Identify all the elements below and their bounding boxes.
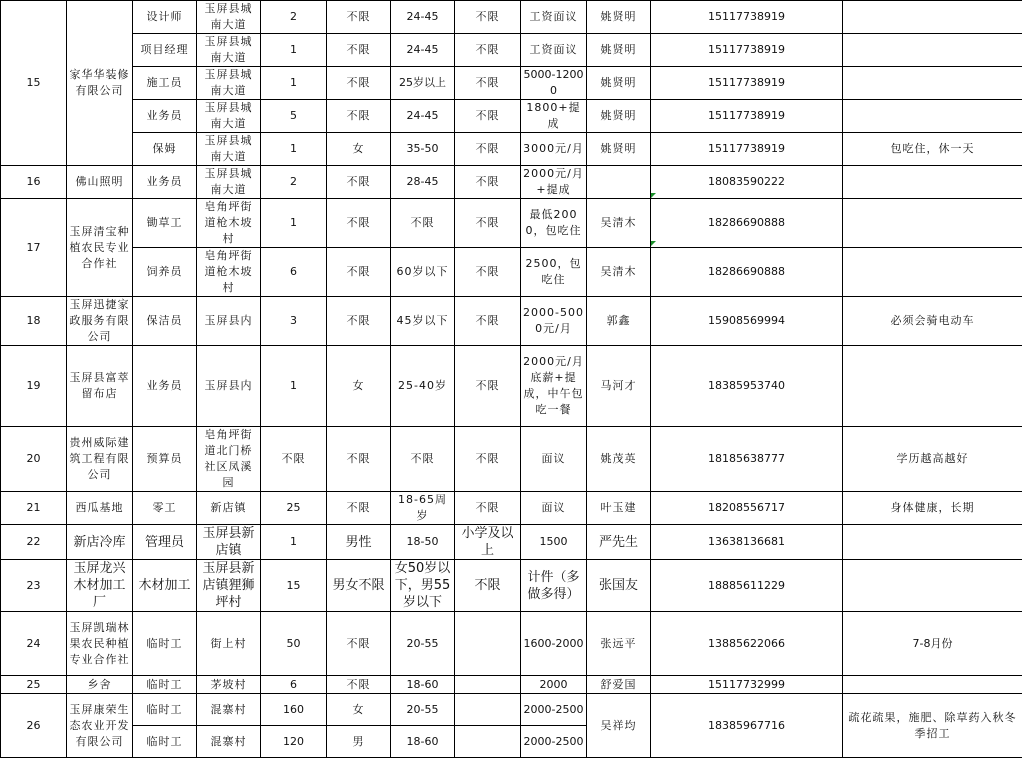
- cell-age: 18-50: [391, 525, 455, 560]
- cell-education: 不限: [455, 34, 521, 67]
- cell-phone: 18385967716: [651, 694, 843, 758]
- cell-remark: 疏花疏果，施肥、除草药入秋冬季招工: [843, 694, 1022, 758]
- cell-salary: 2000-2500: [521, 726, 587, 758]
- cell-education: 不限: [455, 100, 521, 133]
- cell-salary: 计件（多做多得）: [521, 560, 587, 612]
- cell-no: 18: [1, 297, 67, 346]
- table-row: [1, 1, 1022, 34]
- cell-location: 皂角坪街道枪木坡村: [197, 199, 261, 248]
- cell-location: 玉屏县城南大道: [197, 133, 261, 166]
- cell-gender: 男性: [327, 525, 391, 560]
- cell-phone: 15908569994: [651, 297, 843, 346]
- cell-company: 玉屏清宝种植农民专业合作社: [67, 199, 133, 297]
- cell-contact: 姚茂英: [587, 427, 651, 492]
- cell-salary: 2000-2500: [521, 694, 587, 726]
- cell-company: 乡舍: [67, 676, 133, 694]
- cell-company: 玉屏迅捷家政服务有限公司: [67, 297, 133, 346]
- cell-location: 玉屏县内: [197, 346, 261, 427]
- cell-gender: 不限: [327, 100, 391, 133]
- cell-position: 锄草工: [133, 199, 197, 248]
- cell-gender: 不限: [327, 612, 391, 676]
- cell-no: 15: [1, 1, 67, 166]
- cell-count: 1: [261, 525, 327, 560]
- cell-position: 施工员: [133, 67, 197, 100]
- table-row: [1, 525, 1022, 560]
- table-row: [1, 248, 1022, 297]
- cell-count: 15: [261, 560, 327, 612]
- cell-remark: 必须会骑电动车: [843, 297, 1022, 346]
- cell-contact: 吴祥均: [587, 694, 651, 758]
- cell-contact: 张国友: [587, 560, 651, 612]
- cell-education: [455, 694, 521, 726]
- cell-gender: 不限: [327, 248, 391, 297]
- cell-remark: 包吃住，休一天: [843, 133, 1022, 166]
- cell-position: 零工: [133, 492, 197, 525]
- cell-remark: [843, 676, 1022, 694]
- cell-contact: 姚贤明: [587, 1, 651, 34]
- cell-remark: 学历越高越好: [843, 427, 1022, 492]
- cell-position: 保姆: [133, 133, 197, 166]
- cell-age: 女50岁以下，男55岁以下: [391, 560, 455, 612]
- cell-count: 1: [261, 34, 327, 67]
- cell-gender: 女: [327, 694, 391, 726]
- cell-no: 21: [1, 492, 67, 525]
- cell-age: 18-60: [391, 726, 455, 758]
- cell-education: 不限: [455, 67, 521, 100]
- cell-age: 18-60: [391, 676, 455, 694]
- cell-phone: 15117732999: [651, 676, 843, 694]
- cell-phone: 15117738919: [651, 67, 843, 100]
- cell-education: 小学及以上: [455, 525, 521, 560]
- cell-count: 3: [261, 297, 327, 346]
- cell-salary: 2000元/月+提成: [521, 166, 587, 199]
- cell-age: 60岁以下: [391, 248, 455, 297]
- table-row: [1, 694, 1022, 726]
- cell-location: 混寨村: [197, 726, 261, 758]
- cell-phone: 18286690888: [651, 248, 843, 297]
- cell-salary: 最低2000，包吃住: [521, 199, 587, 248]
- cell-salary: 工资面议: [521, 1, 587, 34]
- cell-phone: 15117738919: [651, 1, 843, 34]
- cell-remark: [843, 67, 1022, 100]
- cell-education: 不限: [455, 248, 521, 297]
- cell-salary: 3000元/月: [521, 133, 587, 166]
- cell-phone: 15117738919: [651, 34, 843, 67]
- cell-position: 预算员: [133, 427, 197, 492]
- cell-company: 贵州威际建筑工程有限公司: [67, 427, 133, 492]
- table-row: [1, 612, 1022, 676]
- cell-position: 业务员: [133, 100, 197, 133]
- cell-gender: 女: [327, 133, 391, 166]
- cell-salary: 面议: [521, 492, 587, 525]
- cell-contact: 叶玉建: [587, 492, 651, 525]
- cell-age: 18-65周岁: [391, 492, 455, 525]
- cell-education: [455, 726, 521, 758]
- cell-age: 25-40岁: [391, 346, 455, 427]
- cell-remark: [843, 199, 1022, 248]
- cell-education: 不限: [455, 166, 521, 199]
- cell-location: 新店镇: [197, 492, 261, 525]
- cell-no: 24: [1, 612, 67, 676]
- cell-count: 1: [261, 346, 327, 427]
- comment-marker: [651, 193, 656, 198]
- cell-phone: 15117738919: [651, 133, 843, 166]
- cell-location: 玉屏县城南大道: [197, 166, 261, 199]
- cell-phone: 18185638777: [651, 427, 843, 492]
- cell-salary: 2000-5000元/月: [521, 297, 587, 346]
- cell-count: 6: [261, 676, 327, 694]
- cell-location: 玉屏县新店镇: [197, 525, 261, 560]
- cell-remark: [843, 346, 1022, 427]
- cell-position: 临时工: [133, 726, 197, 758]
- cell-salary: 5000-12000: [521, 67, 587, 100]
- cell-gender: 不限: [327, 67, 391, 100]
- cell-age: 不限: [391, 199, 455, 248]
- cell-age: 24-45: [391, 1, 455, 34]
- cell-remark: [843, 525, 1022, 560]
- cell-gender: 不限: [327, 166, 391, 199]
- cell-salary: 工资面议: [521, 34, 587, 67]
- cell-age: 24-45: [391, 100, 455, 133]
- cell-location: 玉屏县内: [197, 297, 261, 346]
- cell-company: 玉屏凯瑞林果农民种植专业合作社: [67, 612, 133, 676]
- cell-salary: 1800+提成: [521, 100, 587, 133]
- cell-gender: 不限: [327, 492, 391, 525]
- cell-phone: 18286690888: [651, 199, 843, 248]
- cell-count: 1: [261, 133, 327, 166]
- table-row: [1, 297, 1022, 346]
- cell-education: 不限: [455, 1, 521, 34]
- cell-position: 饲养员: [133, 248, 197, 297]
- cell-remark: [843, 1, 1022, 34]
- table-row: [1, 492, 1022, 525]
- cell-position: 临时工: [133, 694, 197, 726]
- cell-position: 业务员: [133, 166, 197, 199]
- cell-contact: 吴清木: [587, 199, 651, 248]
- cell-contact: 张远平: [587, 612, 651, 676]
- cell-gender: 不限: [327, 34, 391, 67]
- cell-age: 25岁以上: [391, 67, 455, 100]
- cell-no: 19: [1, 346, 67, 427]
- cell-education: 不限: [455, 346, 521, 427]
- cell-count: 1: [261, 199, 327, 248]
- cell-phone: 18083590222: [651, 166, 843, 199]
- cell-gender: 不限: [327, 1, 391, 34]
- table-row: [1, 166, 1022, 199]
- cell-position: 设计师: [133, 1, 197, 34]
- cell-location: 茅坡村: [197, 676, 261, 694]
- cell-no: 16: [1, 166, 67, 199]
- cell-education: 不限: [455, 560, 521, 612]
- cell-phone: 13885622066: [651, 612, 843, 676]
- cell-count: 50: [261, 612, 327, 676]
- cell-age: 24-45: [391, 34, 455, 67]
- cell-remark: [843, 560, 1022, 612]
- cell-gender: 不限: [327, 427, 391, 492]
- table-row: [1, 346, 1022, 427]
- cell-education: 不限: [455, 199, 521, 248]
- cell-contact: 郭鑫: [587, 297, 651, 346]
- cell-remark: [843, 100, 1022, 133]
- cell-education: 不限: [455, 492, 521, 525]
- cell-location: 玉屏县城南大道: [197, 100, 261, 133]
- cell-count: 6: [261, 248, 327, 297]
- cell-count: 2: [261, 166, 327, 199]
- cell-position: 临时工: [133, 676, 197, 694]
- cell-count: 不限: [261, 427, 327, 492]
- cell-remark: [843, 166, 1022, 199]
- cell-contact: 舒爱国: [587, 676, 651, 694]
- cell-position: 木材加工: [133, 560, 197, 612]
- cell-salary: 2000: [521, 676, 587, 694]
- cell-contact: 马河才: [587, 346, 651, 427]
- cell-contact: 姚贤明: [587, 100, 651, 133]
- cell-company: 佛山照明: [67, 166, 133, 199]
- cell-location: 皂角坪街道北门桥社区凤溪园: [197, 427, 261, 492]
- cell-age: 不限: [391, 427, 455, 492]
- table-row: [1, 199, 1022, 248]
- cell-salary: 面议: [521, 427, 587, 492]
- cell-contact: 严先生: [587, 525, 651, 560]
- cell-location: 玉屏县城南大道: [197, 1, 261, 34]
- cell-count: 25: [261, 492, 327, 525]
- table-row: [1, 34, 1022, 67]
- table-row: [1, 560, 1022, 612]
- cell-phone: 18208556717: [651, 492, 843, 525]
- cell-salary: 1600-2000: [521, 612, 587, 676]
- cell-contact: 吴清木: [587, 248, 651, 297]
- cell-location: 皂角坪街道枪木坡村: [197, 248, 261, 297]
- cell-phone: 18385953740: [651, 346, 843, 427]
- cell-gender: 男女不限: [327, 560, 391, 612]
- cell-location: 玉屏县城南大道: [197, 67, 261, 100]
- cell-count: 2: [261, 1, 327, 34]
- cell-position: 保洁员: [133, 297, 197, 346]
- cell-salary: 2000元/月底薪+提成，中午包吃一餐: [521, 346, 587, 427]
- cell-position: 业务员: [133, 346, 197, 427]
- table-row: [1, 100, 1022, 133]
- cell-remark: [843, 248, 1022, 297]
- cell-gender: 不限: [327, 199, 391, 248]
- cell-no: 22: [1, 525, 67, 560]
- cell-education: 不限: [455, 427, 521, 492]
- cell-education: [455, 676, 521, 694]
- cell-gender: 女: [327, 346, 391, 427]
- cell-gender: 不限: [327, 676, 391, 694]
- cell-age: 45岁以下: [391, 297, 455, 346]
- cell-salary: 1500: [521, 525, 587, 560]
- cell-no: 25: [1, 676, 67, 694]
- cell-location: 玉屏县城南大道: [197, 34, 261, 67]
- cell-phone: 15117738919: [651, 100, 843, 133]
- cell-company: 西瓜基地: [67, 492, 133, 525]
- cell-count: 120: [261, 726, 327, 758]
- cell-no: 23: [1, 560, 67, 612]
- cell-remark: [843, 34, 1022, 67]
- cell-age: 28-45: [391, 166, 455, 199]
- cell-location: 街上村: [197, 612, 261, 676]
- cell-salary: 2500，包吃住: [521, 248, 587, 297]
- cell-no: 20: [1, 427, 67, 492]
- cell-company: 玉屏龙兴木材加工厂: [67, 560, 133, 612]
- cell-location: 混寨村: [197, 694, 261, 726]
- table-row: [1, 133, 1022, 166]
- cell-education: [455, 612, 521, 676]
- cell-education: 不限: [455, 133, 521, 166]
- cell-phone: 18885611229: [651, 560, 843, 612]
- cell-remark: 身体健康，长期: [843, 492, 1022, 525]
- cell-contact: 姚贤明: [587, 67, 651, 100]
- cell-education: 不限: [455, 297, 521, 346]
- cell-contact: 姚贤明: [587, 133, 651, 166]
- cell-age: 20-55: [391, 694, 455, 726]
- cell-company: 玉屏康荣生态农业开发有限公司: [67, 694, 133, 758]
- cell-age: 20-55: [391, 612, 455, 676]
- comment-marker: [651, 241, 656, 246]
- cell-remark: 7-8月份: [843, 612, 1022, 676]
- cell-count: 1: [261, 67, 327, 100]
- cell-position: 项目经理: [133, 34, 197, 67]
- cell-phone: 13638136681: [651, 525, 843, 560]
- cell-position: 临时工: [133, 612, 197, 676]
- cell-no: 17: [1, 199, 67, 297]
- cell-contact: 姚贤明: [587, 34, 651, 67]
- cell-company: 玉屏县富萃留布店: [67, 346, 133, 427]
- cell-location: 玉屏县新店镇狸狮坪村: [197, 560, 261, 612]
- cell-gender: 不限: [327, 297, 391, 346]
- table-row: [1, 676, 1022, 694]
- cell-gender: 男: [327, 726, 391, 758]
- cell-contact: [587, 166, 651, 199]
- cell-no: 26: [1, 694, 67, 758]
- cell-count: 160: [261, 694, 327, 726]
- cell-position: 管理员: [133, 525, 197, 560]
- cell-company: 新店冷库: [67, 525, 133, 560]
- cell-company: 家华华装修有限公司: [67, 1, 133, 166]
- cell-count: 5: [261, 100, 327, 133]
- table-row: [1, 427, 1022, 492]
- table-row: [1, 67, 1022, 100]
- cell-age: 35-50: [391, 133, 455, 166]
